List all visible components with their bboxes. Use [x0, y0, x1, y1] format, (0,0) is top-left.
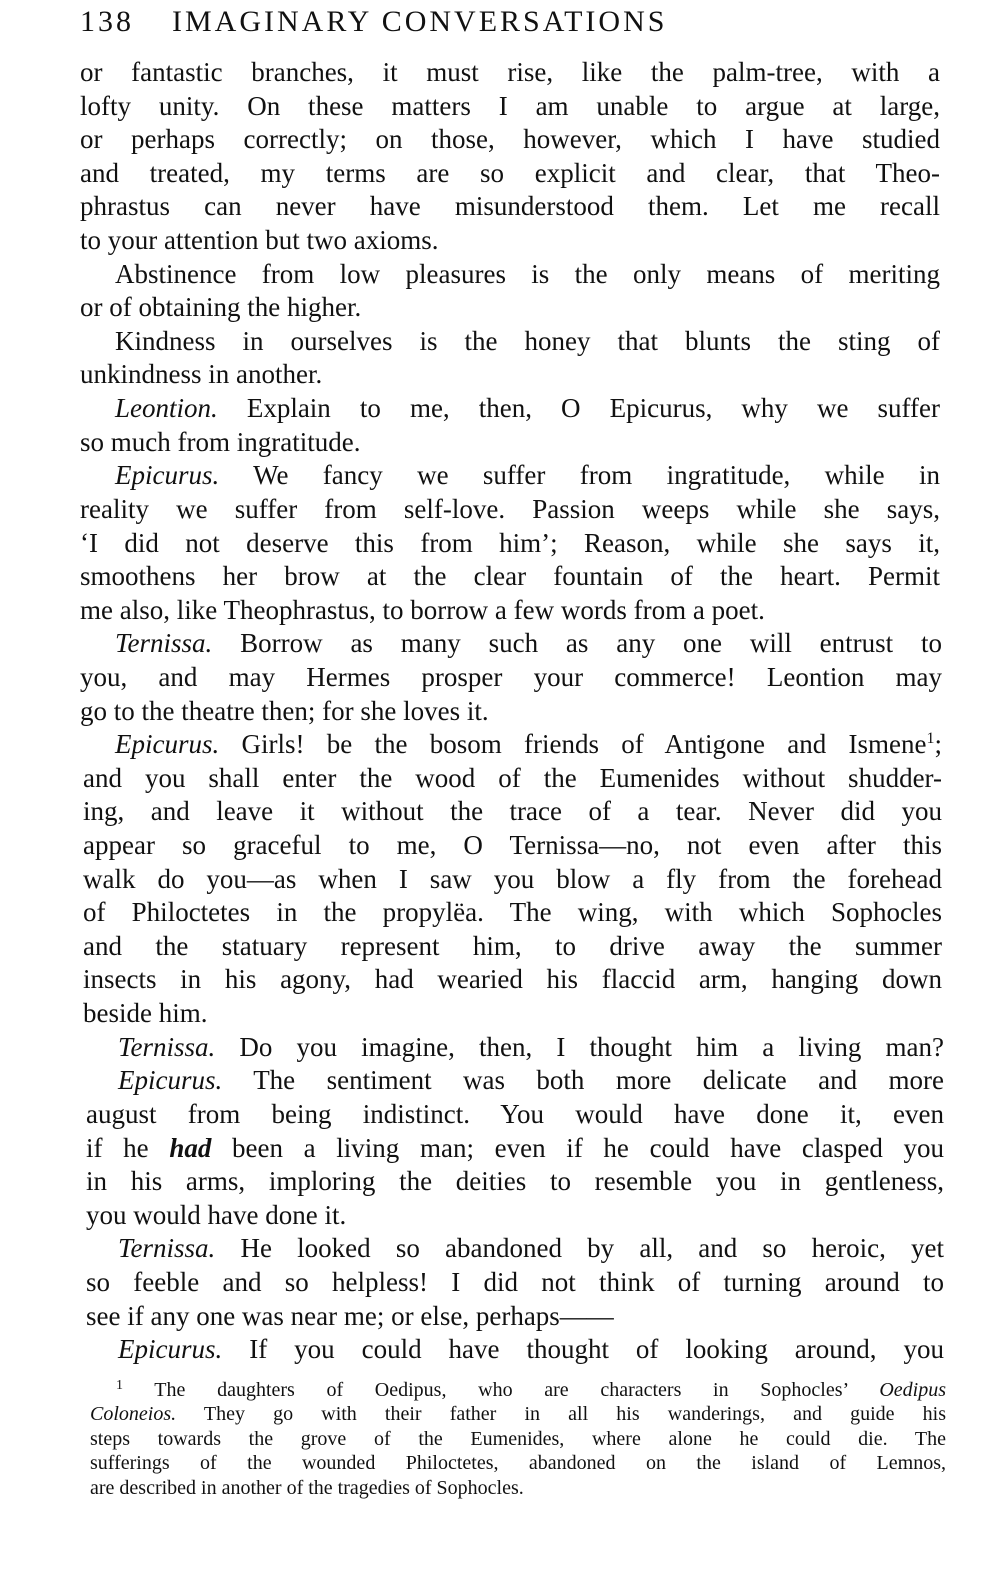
text-run: ing, and leave it without the trace of a tear. Never did you — [83, 796, 942, 827]
text-line — [0, 1300, 944, 1334]
text-run: unkindness in another. — [80, 359, 323, 390]
main-text — [0, 56, 1000, 1367]
text-run: beside him. — [83, 998, 208, 1029]
text-line — [0, 392, 940, 426]
text-run: or of obtaining the higher. — [80, 292, 362, 323]
footnote-line — [0, 1402, 946, 1426]
text-run: august from being indistinct. You would have done it, even — [86, 1098, 944, 1129]
speaker-name: Ternissa. — [115, 628, 213, 659]
text-line — [0, 762, 942, 796]
text-line — [0, 90, 940, 124]
text-line — [0, 863, 942, 897]
text-run: Explain to me, then, O Epicurus, why we suffer — [217, 393, 940, 424]
text-run: if he — [86, 1132, 170, 1163]
page-number: 138 — [80, 5, 134, 38]
text-line — [0, 358, 940, 392]
footnote-line — [0, 1378, 946, 1402]
text-run: insects in his agony, had wearied his flaccid arm, hanging down — [83, 964, 942, 995]
text-line — [0, 157, 940, 191]
text-run: or fantastic branches, it must rise, like the palm-tree, with a — [80, 57, 940, 87]
text-run: and you shall enter the wood of the Eumenides without shudder- — [83, 762, 942, 793]
text-run: or perhaps correctly; on those, however, which I have studied — [80, 124, 940, 155]
speaker-name: Epicurus. — [118, 1065, 223, 1096]
speaker-name: Ternissa. — [118, 1031, 216, 1062]
text-line — [0, 258, 940, 292]
text-run: and treated, my terms are so explicit and clear, that Theo- — [80, 157, 940, 188]
text-run: are described in another of the tragedies of Sophocles. — [90, 1476, 524, 1499]
text-line — [0, 896, 942, 930]
text-run: so much from ingratitude. — [80, 426, 361, 457]
text-run: Do you imagine, then, I thought him a living man? — [215, 1031, 944, 1062]
text-run: go to the theatre then; for she loves it. — [80, 695, 489, 726]
text-run: you, and may Hermes prosper your commerce! Leontion may — [80, 661, 942, 692]
speaker-name: Coloneios. — [90, 1403, 177, 1426]
speaker-name: Oedipus — [879, 1379, 946, 1401]
text-run: ‘I did not deserve this from him’; Reason, while she says it, — [80, 527, 940, 558]
emphasis: had — [169, 1132, 212, 1163]
text-line — [0, 963, 942, 997]
speaker-name: Ternissa. — [118, 1233, 216, 1264]
text-run: see if any one was near me; or else, perhaps—— — [86, 1300, 614, 1331]
text-line — [0, 459, 940, 493]
text-run: in his arms, imploring the deities to resemble you in gentleness, — [86, 1166, 944, 1197]
text-line — [0, 1165, 944, 1199]
text-line — [0, 1266, 944, 1300]
footnote-line — [0, 1427, 946, 1451]
speaker-name: Epicurus. — [118, 1334, 223, 1365]
text-line — [0, 795, 942, 829]
text-run: so feeble and so helpless! I did not think of turning around to — [86, 1266, 944, 1297]
footnote-line — [0, 1451, 946, 1475]
text-run: phrastus can never have misunderstood them. Let me recall — [80, 191, 940, 222]
text-line — [0, 123, 940, 157]
text-line — [0, 1132, 944, 1166]
text-line — [0, 224, 940, 258]
text-run: He looked so abandoned by all, and so heroic, yet — [215, 1233, 944, 1264]
text-run: lofty unity. On these matters I am unable to argue at large, — [80, 90, 940, 121]
text-run: We fancy we suffer from ingratitude, while in — [219, 460, 940, 491]
text-line — [0, 560, 940, 594]
footnote-line — [0, 1476, 946, 1500]
text-line — [0, 594, 940, 628]
text-run: They go with their father in all his wanderings, and guide his — [176, 1403, 946, 1426]
text-line — [0, 1232, 944, 1266]
speaker-name: Leontion. — [115, 393, 218, 424]
running-title: IMAGINARY CONVERSATIONS — [172, 5, 668, 38]
text-run: walk do you—as when I saw you blow a fly from the forehead — [83, 863, 942, 894]
text-run: and the statuary represent him, to drive away the summer — [83, 930, 942, 961]
speaker-name: Epicurus. — [115, 729, 220, 760]
running-header — [80, 2, 940, 42]
text-line — [0, 493, 940, 527]
text-line — [0, 1098, 944, 1132]
text-run: The sentiment was both more delicate and more — [222, 1065, 944, 1096]
text-line — [0, 829, 942, 863]
text-line — [0, 426, 940, 460]
text-line — [0, 627, 942, 661]
text-run: Kindness in ourselves is the honey that blunts the sting of — [115, 325, 940, 356]
footnote-marker: 1 — [116, 1378, 123, 1393]
text-line — [0, 1031, 944, 1065]
text-run: smoothens her brow at the clear fountain of the heart. Permit — [80, 561, 940, 592]
text-run: Abstinence from low pleasures is the only means of meriting — [115, 258, 940, 289]
text-run: sufferings of the wounded Philoctetes, abandoned on the island of Lemnos, — [90, 1452, 946, 1475]
text-run: If you could have thought of looking around, you — [222, 1334, 944, 1365]
text-run: of Philoctetes in the propylëa. The wing, with which Sophocles — [83, 897, 942, 928]
text-run: The daughters of Oedipus, who are characters in Sophocles’ — [123, 1379, 880, 1401]
text-line — [0, 190, 940, 224]
text-run: reality we suffer from self-love. Passion weeps while she says, — [80, 493, 940, 524]
text-run: appear so graceful to me, O Ternissa—no, not even after this — [83, 830, 942, 861]
text-line — [0, 728, 942, 762]
text-line — [0, 1199, 944, 1233]
text-run: ; — [934, 729, 942, 760]
text-run: me also, like Theophrastus, to borrow a few words from a poet. — [80, 594, 765, 625]
speaker-name: Epicurus. — [115, 460, 220, 491]
text-line — [0, 291, 940, 325]
text-run: you would have done it. — [86, 1199, 347, 1230]
text-run: to your attention but two axioms. — [80, 225, 439, 256]
text-line — [0, 527, 940, 561]
text-line — [0, 1333, 944, 1367]
footnote-marker: 1 — [926, 730, 935, 748]
text-line — [0, 930, 942, 964]
text-run: Borrow as many such as any one will entrust to — [212, 628, 942, 659]
text-line — [0, 1064, 944, 1098]
text-line — [0, 997, 942, 1031]
footnote — [0, 1378, 1000, 1500]
text-line — [0, 661, 942, 695]
text-line — [0, 56, 940, 90]
text-line — [0, 695, 942, 729]
text-line — [0, 325, 940, 359]
text-run: been a living man; even if he could have clasped you — [211, 1132, 944, 1163]
text-run: steps towards the grove of the Eumenides, where alone he could die. The — [90, 1427, 946, 1450]
text-run: Girls! be the bosom friends of Antigone and Ismene — [219, 729, 927, 760]
